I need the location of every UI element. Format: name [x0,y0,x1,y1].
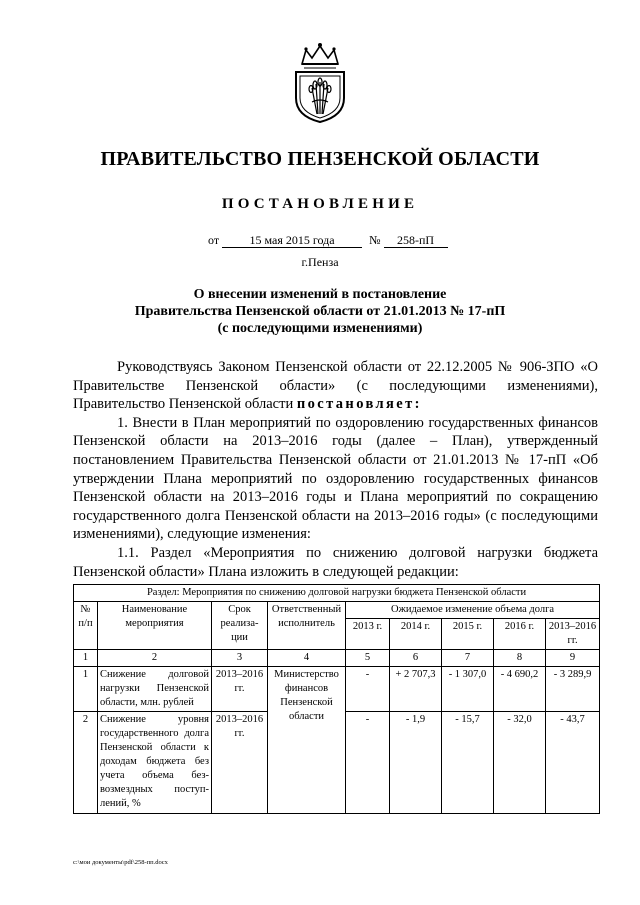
row-total: - 3 289,9 [546,667,600,712]
row-term: 2013–2016 гг. [212,712,268,814]
plan-table [73,584,600,814]
header-row [74,602,600,619]
row-2014: - 1,9 [390,712,442,814]
subject-line-3: (с последующими изменениями) [217,321,423,336]
subject-line-1: О внесении изменений в постановление [193,287,447,302]
table-row [74,667,600,712]
header-total: 2013–2016 гг. [546,619,600,650]
header-2016: 2016 г. [494,619,546,650]
row-term: 2013–2016 гг. [212,667,268,712]
col-number: 2 [98,650,212,667]
government-title: ПРАВИТЕЛЬСТВО ПЕНЗЕНСКОЙ ОБЛАСТИ [100,148,540,170]
date-prefix: от [208,233,220,247]
col-number: 1 [74,650,98,667]
col-number: 3 [212,650,268,667]
col-number: 5 [346,650,390,667]
row-2016: - 4 690,2 [494,667,546,712]
decree-keyword: постановляет: [296,396,422,413]
footer-file-path: c:\мои документы\pdf\258-пп.docx [73,859,168,866]
col-number: 7 [442,650,494,667]
row-2015: - 15,7 [442,712,494,814]
header-name: Наименование мероприятия [98,602,212,650]
header-2014: 2014 г. [390,619,442,650]
col-number: 8 [494,650,546,667]
paragraph-1 [73,358,598,414]
section-row [74,585,600,602]
row-2013: - [346,667,390,712]
penza-coat-of-arms-icon [292,42,348,124]
header-num: № п/п [74,602,98,650]
body-text [73,358,598,581]
header-expected: Ожидаемое изменение объема долга [346,602,600,619]
row-name: Снижение уровня государственного долга Пензенской области к доходам бюджета без учета объема без-возмездных поступ-лений, % [98,712,212,814]
col-number: 4 [268,650,346,667]
subject-block [0,286,640,337]
date-number-line [208,233,448,248]
col-number: 9 [546,650,600,667]
row-name: Снижение долговой нагрузки Пензенской области, млн. рублей [98,667,212,712]
row-num: 1 [74,667,98,712]
date-value: 15 мая 2015 года [222,234,362,248]
section-title: Раздел: Мероприятия по снижению долговой нагрузки бюджета Пензенской области [74,585,600,602]
header-2015: 2015 г. [442,619,494,650]
header-term: Срок реализа-ции [212,602,268,650]
row-2016: - 32,0 [494,712,546,814]
document-type: ПОСТАНОВЛЕНИЕ [221,196,419,212]
city: г.Пенза [301,255,339,269]
row-responsible: Министерство финансов Пензенской области [268,667,346,814]
row-num: 2 [74,712,98,814]
row-total: - 43,7 [546,712,600,814]
row-2014: + 2 707,3 [390,667,442,712]
paragraph-1-text: Руководствуясь Законом Пензенской области от 22.12.2005 № 906-ЗПО «О Правительстве Пензенской области» (с последующими изменениями), Правительство Пензенской области [73,359,598,413]
header-responsible: Ответственный исполнитель [268,602,346,650]
col-number: 6 [390,650,442,667]
row-2015: - 1 307,0 [442,667,494,712]
paragraph-2: 1. Внести в План мероприятий по оздоровлению государственных финансов Пензенской области на 2013–2016 годы (далее – План), утвержденный постановлением Правительства Пензенской области от 21.01.2013 № 17-пП «Об утверждении Плана мероприятий по оздоровлению государственных финансов Пензенской области на 2013–2016 годы и Плана мероприятий по сокращению государственного долга Пензенской области на 2013–2016 годы» (с последующими изменениями), следующие изменения: [73,414,598,543]
paragraph-3: 1.1. Раздел «Мероприятия по снижению долговой нагрузки бюджета Пензенской области» Плана изложить в следующей редакции: [73,544,598,580]
subject-line-2: Правительства Пензенской области от 21.01.2013 № 17-пП [134,304,506,319]
row-2013: - [346,712,390,814]
column-numbers-row [74,650,600,667]
number-value: 258-пП [384,234,448,248]
number-prefix: № [369,233,381,247]
header-2013: 2013 г. [346,619,390,650]
